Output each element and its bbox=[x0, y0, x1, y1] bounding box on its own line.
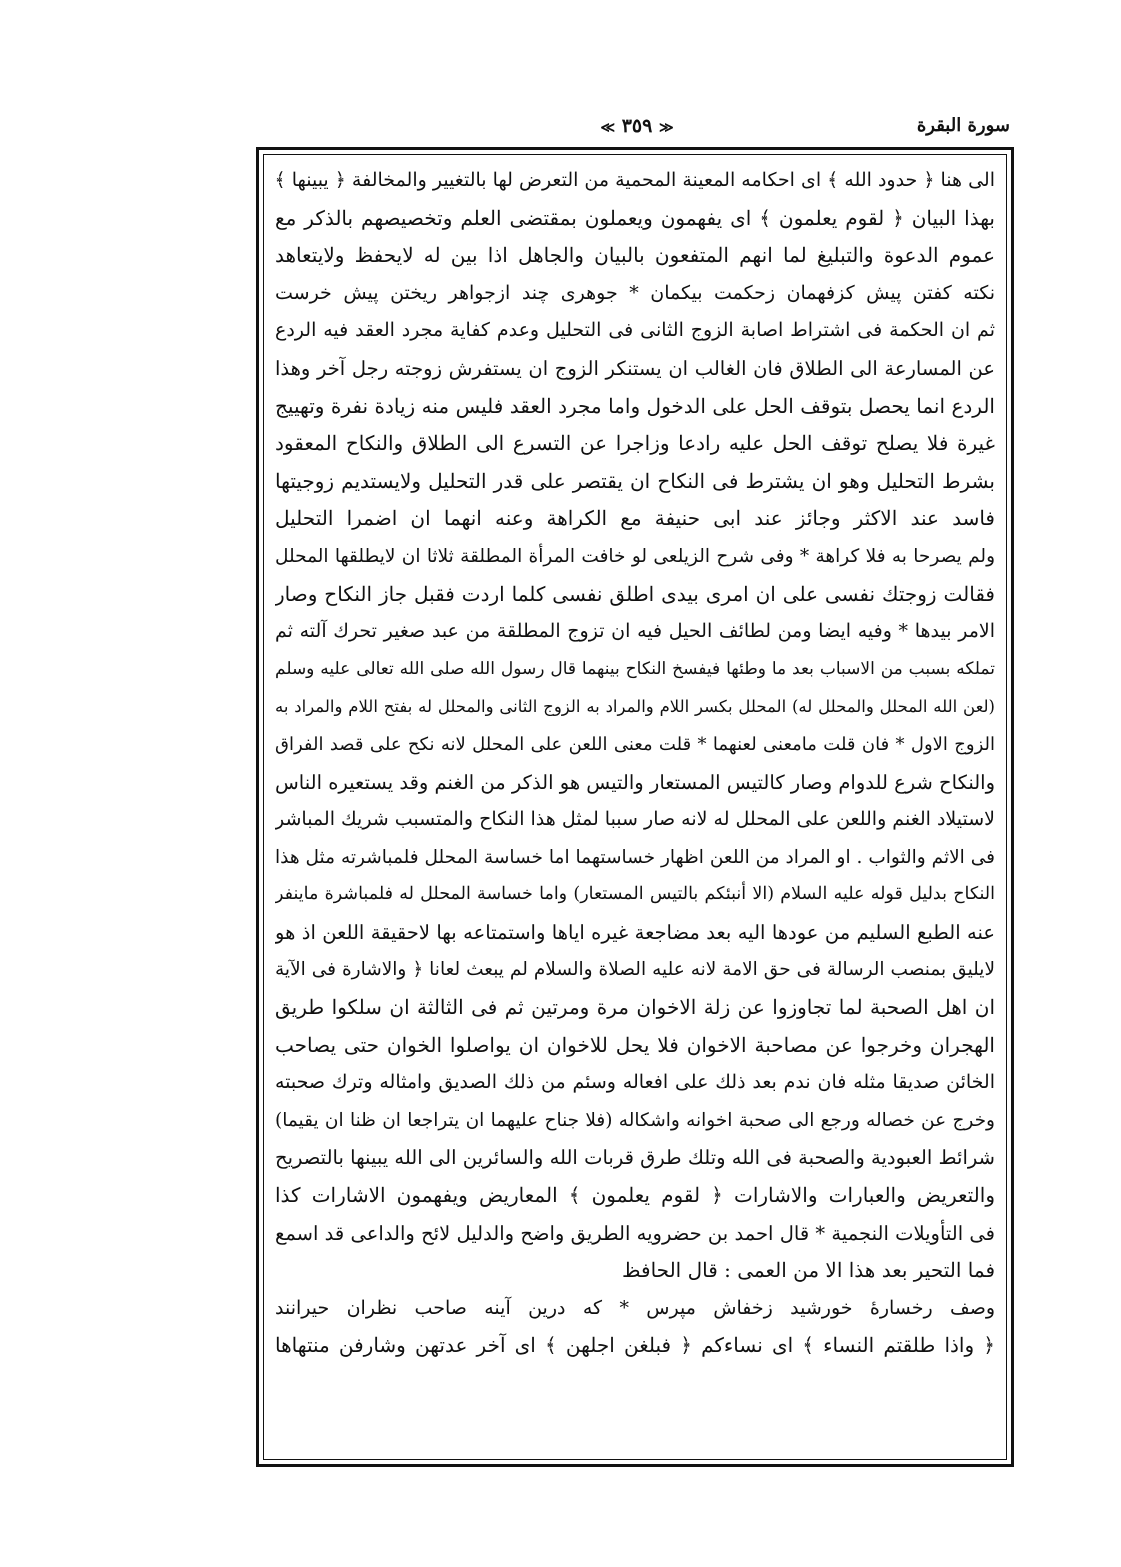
text-line: تملكه بسبب من الاسباب بعد ما وطئها فيفسخ النكاح بينهما قال رسول الله صلى الله تعالى عليه وسلم bbox=[275, 658, 995, 679]
body-text bbox=[275, 162, 995, 1450]
left-ornament-icon: ≪ bbox=[600, 120, 616, 136]
text-line: فى التأويلات النجمية * قال احمد بن حضرويه الطريق واضح والدليل لائح والداعى قد اسمع bbox=[275, 1221, 995, 1245]
text-line: الردع انما يحصل بتوقف الحل على الدخول واما مجرد العقد فليس منه زيادة نفرة وتهييج bbox=[275, 393, 995, 418]
text-line: غيرة فلا يصلح توقف الحل عليه رادعا وزاجرا عن التسرع الى الطلاق والنكاح المعقود bbox=[275, 431, 995, 456]
text-line: فاسد عند الاكثر وجائز عند ابى حنيفة مع الكراهة وعنه انهما ان اضمرا التحليل bbox=[275, 506, 995, 531]
text-line: بهذا البيان ﴿ لقوم يعلمون ﴾ اى يفهمون ويعملون بمقتضى العلم وتخصيصهم بالذكر مع bbox=[275, 205, 995, 230]
text-line: ثم ان الحكمة فى اشتراط اصابة الزوج الثانى فى التحليل وعدم كفاية مجرد العقد فيه الردع bbox=[275, 319, 995, 342]
right-ornament-icon: ≫ bbox=[658, 120, 674, 136]
persian-verse-line: نكته كفتن پيش كزفهمان زحكمت بيكمان * جوهرى چند ازجواهر ريختن پيش خرست bbox=[275, 281, 995, 304]
page-number: ٣٥٩ bbox=[621, 115, 653, 137]
text-line: لاستيلاد الغنم واللعن على المحلل له لانه صار سببا لمثل هذا النكاح والمتسبب شريك المباشر bbox=[275, 808, 995, 831]
text-line: عموم الدعوة والتبليغ لما انهم المتفعون بالبيان والجاهل اذا بين له لايحفظ ولايتعاهد bbox=[275, 243, 995, 268]
text-line: الهجران وخرجوا عن مصاحبة الاخوان فلا يحل للاخوان ان يواصلوا الخوان حتى يصاحب bbox=[275, 1032, 995, 1057]
text-line: ان اهل الصحبة لما تجاوزوا عن زلة الاخوان مرة ومرتين ثم فى الثالثة ان سلكوا طريق bbox=[275, 995, 995, 1020]
text-frame bbox=[256, 147, 1014, 1467]
text-line: الخائن صديقا مثله فان ندم بعد ذلك على افعاله وسئم من ذلك الصديق وامثاله وترك صحبته bbox=[275, 1071, 995, 1094]
text-line: النكاح بدليل قوله عليه السلام (الا أنبئكم بالتيس المستعار) واما خساسة المحلل له فلمباشرة ماينفر bbox=[275, 884, 995, 905]
text-line: الى هنا ﴿ حدود الله ﴾ اى احكامه المعينة المحمية من التعرض لها بالتغيير والمخالفة ﴿ يبينها ﴾ bbox=[275, 169, 995, 191]
text-line: عنه الطبع السليم من عودها اليه بعد مضاجعة غيره اياها واستمتاعه بها لاحقيقة اللعن اذ هو bbox=[275, 920, 995, 944]
text-line: شرائط العبودية والصحبة فى الله وتلك طرق قربات الله والسائرين الى الله يبينها بالتصريح bbox=[275, 1146, 995, 1170]
text-line: الامر بيدها * وفيه ايضا ومن لطائف الحيل فيه ان تزوج المطلقة من عبد صغير تحرك آلته ثم bbox=[275, 620, 995, 643]
text-line: الزوج الاول * فان قلت مامعنى لعنهما * قلت معنى اللعن على المحلل لانه نكح على قصد الفراق bbox=[275, 733, 995, 755]
text-line: ﴿ واذا طلقتم النساء ﴾ اى نساءكم ﴿ فبلغن اجلهن ﴾ اى آخر عدتهن وشارفن منتهاها bbox=[275, 1333, 995, 1358]
text-line: عن المسارعة الى الطلاق فان الغالب ان يستنكر الزوج ان يستفرش زوجته رجل آخر وهذا bbox=[275, 356, 995, 380]
page-number-block bbox=[600, 115, 673, 137]
page-header bbox=[256, 115, 1018, 145]
persian-verse-line: وصف رخسارهٔ خورشيد زخفاش مپرس * كه درين آينه صاحب نظران حيرانند bbox=[275, 1296, 995, 1319]
text-line: فما التحير بعد هذا الا من العمى : قال الحافظ bbox=[622, 1258, 995, 1283]
text-line: (لعن الله المحلل والمحلل له) المحلل بكسر اللام والمراد به الزوج الثانى والمحلل له بفتح اللام والمراد به bbox=[275, 697, 995, 717]
text-line: والنكاح شرع للدوام وصار كالتيس المستعار والتيس هو الذكر من الغنم وقد يستعيره الناس bbox=[275, 770, 995, 794]
text-line: بشرط التحليل وهو ان يشترط فى النكاح ان يقتصر على قدر التحليل ولايستديم زوجيتها bbox=[275, 468, 995, 493]
text-line: ولم يصرحا به فلا كراهة * وفى شرح الزيلعى لو خافت المرأة المطلقة ثلاثا ان لايطلقها المحلل bbox=[275, 545, 995, 567]
text-line: لايليق بمنصب الرسالة فى حق الامة لانه عليه الصلاة والسلام لم يبعث لعانا ﴿ والاشارة فى الآية bbox=[275, 959, 995, 981]
text-line: فى الاثم والثواب . او المراد من اللعن اظهار خساستهما اما خساسة المحلل فلمباشرته مثل هذا bbox=[275, 846, 995, 868]
surah-title: سورة البقرة bbox=[916, 115, 1010, 136]
text-line: فقالت زوجتك نفسى على ان امرى بيدى اطلق نفسى كلما اردت فقبل جاز النكاح وصار bbox=[275, 581, 995, 606]
text-line: والتعريض والعبارات والاشارات ﴿ لقوم يعلمون ﴾ المعاريض ويفهمون الاشارات كذا bbox=[275, 1183, 995, 1208]
text-line: وخرج عن خصاله ورجع الى صحبة اخوانه واشكاله (فلا جناح عليهما ان يتراجعا ان ظنا ان يقيما) bbox=[275, 1109, 995, 1131]
